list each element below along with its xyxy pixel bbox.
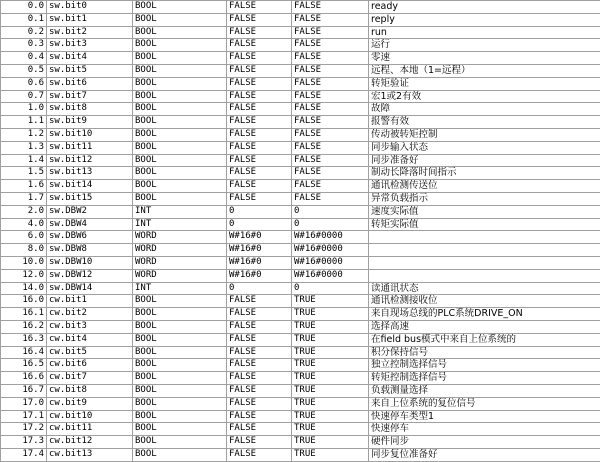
comment-cell[interactable]: 同步复位准备好: [369, 448, 600, 461]
actual-value-cell[interactable]: W#16#0000: [292, 231, 369, 244]
symbol-cell[interactable]: sw.bit13: [47, 167, 133, 180]
symbol-cell[interactable]: sw.bit0: [47, 1, 133, 14]
data-type-cell[interactable]: BOOL: [133, 1, 227, 14]
actual-value-cell[interactable]: 0: [292, 218, 369, 231]
initial-value-cell[interactable]: 0: [227, 205, 292, 218]
symbol-cell[interactable]: cw.bit7: [47, 372, 133, 385]
comment-cell[interactable]: 读通讯状态: [369, 282, 600, 295]
initial-value-cell[interactable]: FALSE: [227, 52, 292, 65]
comment-cell[interactable]: 选择高速: [369, 320, 600, 333]
symbol-cell[interactable]: sw.bit12: [47, 154, 133, 167]
data-type-cell[interactable]: BOOL: [133, 77, 227, 90]
address-cell[interactable]: 14.0: [1, 282, 47, 295]
symbol-cell[interactable]: cw.bit3: [47, 320, 133, 333]
data-type-cell[interactable]: BOOL: [133, 52, 227, 65]
symbol-cell[interactable]: sw.DBW12: [47, 269, 133, 282]
initial-value-cell[interactable]: FALSE: [227, 295, 292, 308]
symbol-cell[interactable]: cw.bit11: [47, 423, 133, 436]
table-row[interactable]: [1, 448, 600, 461]
initial-value-cell[interactable]: 0: [227, 218, 292, 231]
actual-value-cell[interactable]: FALSE: [292, 64, 369, 77]
table-row[interactable]: [1, 244, 600, 257]
table-row[interactable]: [1, 90, 600, 103]
data-type-cell[interactable]: BOOL: [133, 397, 227, 410]
comment-cell[interactable]: 同步输入状态: [369, 141, 600, 154]
symbol-cell[interactable]: sw.bit6: [47, 77, 133, 90]
actual-value-cell[interactable]: TRUE: [292, 423, 369, 436]
data-type-cell[interactable]: BOOL: [133, 423, 227, 436]
table-row[interactable]: [1, 231, 600, 244]
address-cell[interactable]: 1.4: [1, 154, 47, 167]
data-type-cell[interactable]: BOOL: [133, 346, 227, 359]
comment-cell[interactable]: [369, 231, 600, 244]
symbol-cell[interactable]: cw.bit2: [47, 308, 133, 321]
address-cell[interactable]: 0.2: [1, 26, 47, 39]
actual-value-cell[interactable]: FALSE: [292, 1, 369, 14]
address-cell[interactable]: 0.4: [1, 52, 47, 65]
actual-value-cell[interactable]: FALSE: [292, 77, 369, 90]
initial-value-cell[interactable]: FALSE: [227, 372, 292, 385]
actual-value-cell[interactable]: TRUE: [292, 448, 369, 461]
address-cell[interactable]: 8.0: [1, 244, 47, 257]
data-type-cell[interactable]: BOOL: [133, 64, 227, 77]
address-cell[interactable]: 16.5: [1, 359, 47, 372]
data-type-cell[interactable]: BOOL: [133, 359, 227, 372]
comment-cell[interactable]: 异常负载指示: [369, 192, 600, 205]
comment-cell[interactable]: 传动被转矩控制: [369, 128, 600, 141]
table-row[interactable]: [1, 410, 600, 423]
comment-cell[interactable]: run: [369, 26, 600, 39]
initial-value-cell[interactable]: FALSE: [227, 384, 292, 397]
table-row[interactable]: [1, 180, 600, 193]
symbol-cell[interactable]: sw.bit1: [47, 13, 133, 26]
actual-value-cell[interactable]: FALSE: [292, 39, 369, 52]
actual-value-cell[interactable]: TRUE: [292, 410, 369, 423]
comment-cell[interactable]: 硬件同步: [369, 436, 600, 449]
symbol-cell[interactable]: cw.bit12: [47, 436, 133, 449]
symbol-cell[interactable]: cw.bit8: [47, 384, 133, 397]
initial-value-cell[interactable]: FALSE: [227, 116, 292, 129]
comment-cell[interactable]: 运行: [369, 39, 600, 52]
symbol-cell[interactable]: sw.bit8: [47, 103, 133, 116]
table-row[interactable]: [1, 77, 600, 90]
table-row[interactable]: [1, 436, 600, 449]
initial-value-cell[interactable]: FALSE: [227, 128, 292, 141]
address-cell[interactable]: 17.0: [1, 397, 47, 410]
symbol-cell[interactable]: cw.bit1: [47, 295, 133, 308]
initial-value-cell[interactable]: FALSE: [227, 77, 292, 90]
comment-cell[interactable]: 快速停车: [369, 423, 600, 436]
address-cell[interactable]: 1.6: [1, 180, 47, 193]
address-cell[interactable]: 16.3: [1, 333, 47, 346]
comment-cell[interactable]: 远程、本地（1=远程）: [369, 64, 600, 77]
address-cell[interactable]: 16.4: [1, 346, 47, 359]
table-row[interactable]: [1, 13, 600, 26]
comment-cell[interactable]: 故障: [369, 103, 600, 116]
data-type-cell[interactable]: BOOL: [133, 410, 227, 423]
data-type-cell[interactable]: BOOL: [133, 90, 227, 103]
initial-value-cell[interactable]: FALSE: [227, 448, 292, 461]
comment-cell[interactable]: 转矩控制选择信号: [369, 372, 600, 385]
actual-value-cell[interactable]: TRUE: [292, 295, 369, 308]
actual-value-cell[interactable]: FALSE: [292, 52, 369, 65]
actual-value-cell[interactable]: FALSE: [292, 128, 369, 141]
table-row[interactable]: [1, 282, 600, 295]
data-type-cell[interactable]: BOOL: [133, 116, 227, 129]
actual-value-cell[interactable]: TRUE: [292, 320, 369, 333]
comment-cell[interactable]: 速度实际值: [369, 205, 600, 218]
data-type-cell[interactable]: BOOL: [133, 141, 227, 154]
address-cell[interactable]: 12.0: [1, 269, 47, 282]
address-cell[interactable]: 4.0: [1, 218, 47, 231]
symbol-cell[interactable]: sw.DBW4: [47, 218, 133, 231]
symbol-cell[interactable]: sw.bit7: [47, 90, 133, 103]
comment-cell[interactable]: 制动长降落时间指示: [369, 167, 600, 180]
initial-value-cell[interactable]: FALSE: [227, 64, 292, 77]
symbol-cell[interactable]: cw.bit6: [47, 359, 133, 372]
table-row[interactable]: [1, 397, 600, 410]
actual-value-cell[interactable]: FALSE: [292, 13, 369, 26]
comment-cell[interactable]: 转矩验证: [369, 77, 600, 90]
data-type-cell[interactable]: INT: [133, 282, 227, 295]
initial-value-cell[interactable]: FALSE: [227, 436, 292, 449]
comment-cell[interactable]: 转矩实际值: [369, 218, 600, 231]
actual-value-cell[interactable]: 0: [292, 205, 369, 218]
data-type-cell[interactable]: INT: [133, 218, 227, 231]
actual-value-cell[interactable]: W#16#0000: [292, 256, 369, 269]
initial-value-cell[interactable]: FALSE: [227, 423, 292, 436]
actual-value-cell[interactable]: TRUE: [292, 359, 369, 372]
initial-value-cell[interactable]: FALSE: [227, 13, 292, 26]
initial-value-cell[interactable]: W#16#0: [227, 256, 292, 269]
initial-value-cell[interactable]: FALSE: [227, 167, 292, 180]
address-cell[interactable]: 17.1: [1, 410, 47, 423]
table-row[interactable]: [1, 269, 600, 282]
data-type-cell[interactable]: BOOL: [133, 448, 227, 461]
address-cell[interactable]: 16.7: [1, 384, 47, 397]
address-cell[interactable]: 17.4: [1, 448, 47, 461]
table-row[interactable]: [1, 346, 600, 359]
actual-value-cell[interactable]: FALSE: [292, 103, 369, 116]
comment-cell[interactable]: 通讯检测接收位: [369, 295, 600, 308]
table-row[interactable]: [1, 308, 600, 321]
table-row[interactable]: [1, 128, 600, 141]
address-cell[interactable]: 16.0: [1, 295, 47, 308]
data-type-cell[interactable]: WORD: [133, 231, 227, 244]
comment-cell[interactable]: 快速停车类型1: [369, 410, 600, 423]
address-cell[interactable]: 17.3: [1, 436, 47, 449]
data-type-cell[interactable]: WORD: [133, 256, 227, 269]
initial-value-cell[interactable]: FALSE: [227, 141, 292, 154]
symbol-cell[interactable]: sw.DBW10: [47, 256, 133, 269]
table-row[interactable]: [1, 141, 600, 154]
address-cell[interactable]: 10.0: [1, 256, 47, 269]
address-cell[interactable]: 16.1: [1, 308, 47, 321]
data-type-cell[interactable]: WORD: [133, 269, 227, 282]
table-row[interactable]: [1, 39, 600, 52]
address-cell[interactable]: 1.3: [1, 141, 47, 154]
actual-value-cell[interactable]: FALSE: [292, 116, 369, 129]
comment-cell[interactable]: ready: [369, 1, 600, 14]
table-row[interactable]: [1, 359, 600, 372]
initial-value-cell[interactable]: FALSE: [227, 39, 292, 52]
actual-value-cell[interactable]: FALSE: [292, 180, 369, 193]
initial-value-cell[interactable]: FALSE: [227, 410, 292, 423]
initial-value-cell[interactable]: FALSE: [227, 192, 292, 205]
address-cell[interactable]: 17.2: [1, 423, 47, 436]
initial-value-cell[interactable]: FALSE: [227, 103, 292, 116]
initial-value-cell[interactable]: FALSE: [227, 333, 292, 346]
table-row[interactable]: [1, 205, 600, 218]
initial-value-cell[interactable]: FALSE: [227, 1, 292, 14]
comment-cell[interactable]: [369, 244, 600, 257]
address-cell[interactable]: 0.1: [1, 13, 47, 26]
data-type-cell[interactable]: BOOL: [133, 384, 227, 397]
comment-cell[interactable]: reply: [369, 13, 600, 26]
comment-cell[interactable]: 报警有效: [369, 116, 600, 129]
address-cell[interactable]: 6.0: [1, 231, 47, 244]
symbol-cell[interactable]: sw.bit11: [47, 141, 133, 154]
comment-cell[interactable]: 同步准备好: [369, 154, 600, 167]
comment-cell[interactable]: [369, 256, 600, 269]
symbol-cell[interactable]: sw.DBW6: [47, 231, 133, 244]
actual-value-cell[interactable]: TRUE: [292, 384, 369, 397]
initial-value-cell[interactable]: W#16#0: [227, 244, 292, 257]
data-type-cell[interactable]: BOOL: [133, 320, 227, 333]
table-row[interactable]: [1, 372, 600, 385]
symbol-cell[interactable]: cw.bit9: [47, 397, 133, 410]
table-row[interactable]: [1, 320, 600, 333]
comment-cell[interactable]: 来自现场总线的PLC系统DRIVE_ON: [369, 308, 600, 321]
data-type-cell[interactable]: BOOL: [133, 128, 227, 141]
initial-value-cell[interactable]: W#16#0: [227, 269, 292, 282]
address-cell[interactable]: 16.2: [1, 320, 47, 333]
actual-value-cell[interactable]: TRUE: [292, 436, 369, 449]
data-type-cell[interactable]: INT: [133, 205, 227, 218]
address-cell[interactable]: 0.3: [1, 39, 47, 52]
data-type-cell[interactable]: BOOL: [133, 372, 227, 385]
comment-cell[interactable]: 宏1或2有效: [369, 90, 600, 103]
comment-cell[interactable]: 通讯检测传送位: [369, 180, 600, 193]
symbol-cell[interactable]: cw.bit5: [47, 346, 133, 359]
table-row[interactable]: [1, 1, 600, 14]
table-row[interactable]: [1, 295, 600, 308]
data-type-cell[interactable]: BOOL: [133, 295, 227, 308]
comment-cell[interactable]: 负载测量选择: [369, 384, 600, 397]
actual-value-cell[interactable]: FALSE: [292, 154, 369, 167]
table-row[interactable]: [1, 167, 600, 180]
symbol-cell[interactable]: sw.DBW14: [47, 282, 133, 295]
initial-value-cell[interactable]: FALSE: [227, 26, 292, 39]
address-cell[interactable]: 1.0: [1, 103, 47, 116]
data-type-cell[interactable]: BOOL: [133, 333, 227, 346]
actual-value-cell[interactable]: W#16#0000: [292, 244, 369, 257]
actual-value-cell[interactable]: FALSE: [292, 26, 369, 39]
table-row[interactable]: [1, 384, 600, 397]
initial-value-cell[interactable]: FALSE: [227, 320, 292, 333]
symbol-cell[interactable]: sw.bit5: [47, 64, 133, 77]
address-cell[interactable]: 16.6: [1, 372, 47, 385]
actual-value-cell[interactable]: 0: [292, 282, 369, 295]
initial-value-cell[interactable]: FALSE: [227, 154, 292, 167]
address-cell[interactable]: 1.1: [1, 116, 47, 129]
comment-cell[interactable]: 独立控制选择信号: [369, 359, 600, 372]
initial-value-cell[interactable]: FALSE: [227, 397, 292, 410]
data-type-cell[interactable]: WORD: [133, 244, 227, 257]
data-type-cell[interactable]: BOOL: [133, 180, 227, 193]
comment-cell[interactable]: [369, 269, 600, 282]
address-cell[interactable]: 0.6: [1, 77, 47, 90]
initial-value-cell[interactable]: FALSE: [227, 359, 292, 372]
data-type-cell[interactable]: BOOL: [133, 436, 227, 449]
symbol-cell[interactable]: sw.bit14: [47, 180, 133, 193]
initial-value-cell[interactable]: FALSE: [227, 346, 292, 359]
table-row[interactable]: [1, 154, 600, 167]
actual-value-cell[interactable]: TRUE: [292, 346, 369, 359]
address-cell[interactable]: 1.2: [1, 128, 47, 141]
symbol-cell[interactable]: sw.bit3: [47, 39, 133, 52]
table-row[interactable]: [1, 423, 600, 436]
address-cell[interactable]: 0.7: [1, 90, 47, 103]
actual-value-cell[interactable]: W#16#0000: [292, 269, 369, 282]
symbol-cell[interactable]: cw.bit4: [47, 333, 133, 346]
data-type-cell[interactable]: BOOL: [133, 192, 227, 205]
initial-value-cell[interactable]: FALSE: [227, 90, 292, 103]
data-type-cell[interactable]: BOOL: [133, 308, 227, 321]
initial-value-cell[interactable]: 0: [227, 282, 292, 295]
symbol-cell[interactable]: sw.DBW8: [47, 244, 133, 257]
address-cell[interactable]: 0.5: [1, 64, 47, 77]
comment-cell[interactable]: 来自上位系统的复位信号: [369, 397, 600, 410]
address-cell[interactable]: 1.7: [1, 192, 47, 205]
data-type-cell[interactable]: BOOL: [133, 13, 227, 26]
address-cell[interactable]: 0.0: [1, 1, 47, 14]
address-cell[interactable]: 1.5: [1, 167, 47, 180]
table-row[interactable]: [1, 256, 600, 269]
address-cell[interactable]: 2.0: [1, 205, 47, 218]
symbol-cell[interactable]: sw.bit4: [47, 52, 133, 65]
symbol-cell[interactable]: sw.bit10: [47, 128, 133, 141]
actual-value-cell[interactable]: TRUE: [292, 397, 369, 410]
symbol-cell[interactable]: sw.bit2: [47, 26, 133, 39]
actual-value-cell[interactable]: FALSE: [292, 90, 369, 103]
data-type-cell[interactable]: BOOL: [133, 154, 227, 167]
actual-value-cell[interactable]: FALSE: [292, 141, 369, 154]
actual-value-cell[interactable]: TRUE: [292, 308, 369, 321]
table-row[interactable]: [1, 333, 600, 346]
initial-value-cell[interactable]: W#16#0: [227, 231, 292, 244]
data-type-cell[interactable]: BOOL: [133, 26, 227, 39]
initial-value-cell[interactable]: FALSE: [227, 308, 292, 321]
table-row[interactable]: [1, 103, 600, 116]
table-row[interactable]: [1, 26, 600, 39]
comment-cell[interactable]: 在field bus模式中来自上位系统的: [369, 333, 600, 346]
actual-value-cell[interactable]: TRUE: [292, 372, 369, 385]
symbol-cell[interactable]: cw.bit10: [47, 410, 133, 423]
actual-value-cell[interactable]: FALSE: [292, 192, 369, 205]
table-row[interactable]: [1, 52, 600, 65]
table-row[interactable]: [1, 218, 600, 231]
symbol-cell[interactable]: sw.bit9: [47, 116, 133, 129]
table-row[interactable]: [1, 192, 600, 205]
table-row[interactable]: [1, 116, 600, 129]
data-type-cell[interactable]: BOOL: [133, 167, 227, 180]
symbol-cell[interactable]: cw.bit13: [47, 448, 133, 461]
symbol-cell[interactable]: sw.bit15: [47, 192, 133, 205]
comment-cell[interactable]: 零速: [369, 52, 600, 65]
comment-cell[interactable]: 积分保持信号: [369, 346, 600, 359]
table-body: [1, 1, 600, 462]
actual-value-cell[interactable]: FALSE: [292, 167, 369, 180]
data-type-cell[interactable]: BOOL: [133, 39, 227, 52]
table-row[interactable]: [1, 64, 600, 77]
actual-value-cell[interactable]: TRUE: [292, 333, 369, 346]
data-type-cell[interactable]: BOOL: [133, 103, 227, 116]
initial-value-cell[interactable]: FALSE: [227, 180, 292, 193]
symbol-cell[interactable]: sw.DBW2: [47, 205, 133, 218]
